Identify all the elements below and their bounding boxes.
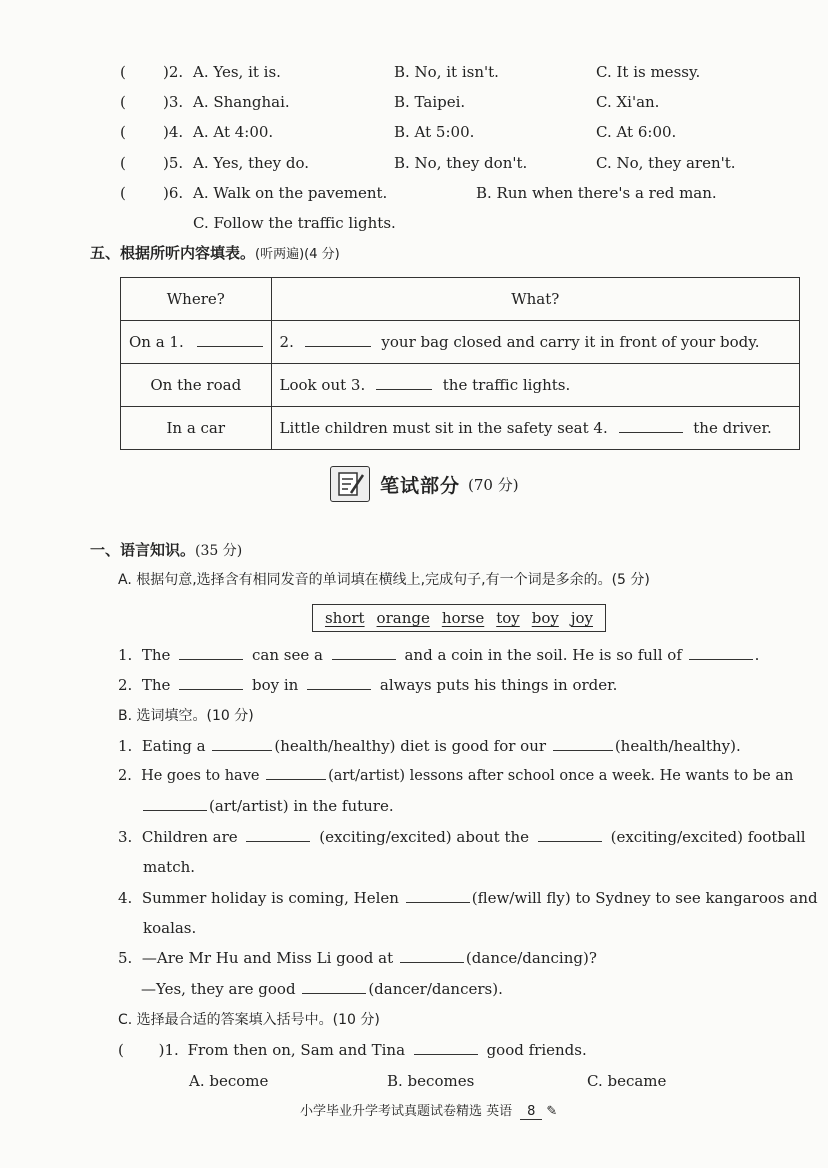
option-a: A. Shanghai. [193,93,290,111]
part-c-instruction: C. 选择最合适的答案填入括号中。(10 分) [118,1012,380,1028]
banner-title: 笔试部分 [380,474,461,497]
part-1-score: (35 分) [195,543,243,559]
part-c-question-1: ( )1. From then on, Sam and Tina good friends. [118,1041,587,1059]
what-cell: 2. your bag closed and carry it in front of your body. [271,321,799,364]
pencil-icon: ✎ [546,1104,558,1119]
part-b-question-2: 2. He goes to have (art/artist) lessons after school once a week. He wants to be an [118,768,794,784]
part-1-title: 一、语言知识。 [90,541,196,559]
answer-bracket[interactable]: ( [120,63,126,81]
where-cell: On the road [121,364,272,407]
option-b: B. Taipei. [394,93,466,111]
header-what: What? [271,278,799,321]
banner-score: (70 分) [468,475,519,494]
table-row [121,407,800,450]
part-1-heading [90,540,242,561]
option-a: A. Yes, they do. [193,154,310,172]
part-b-question-1: 1. Eating a (health/healthy) diet is good for our (health/healthy). [118,737,741,755]
option-a: A. At 4:00. [193,123,274,141]
answer-blank[interactable] [302,980,366,994]
question-number: )6. [163,184,184,202]
part-a-question-1: 1. The can see a and a coin in the soil. He is so full of . [118,646,760,664]
footer-text: 小学毕业升学考试真题试卷精选 英语 [300,1104,513,1119]
answer-blank[interactable] [414,1041,478,1055]
option-c: C. It is messy. [596,63,701,81]
part-b-question-2-cont: (art/artist) in the future. [143,796,394,816]
word-option: orange [376,609,430,627]
section-5-title: 五、根据所听内容填表。 [90,244,256,262]
page-footer [300,1100,557,1120]
page-number: 8 [520,1104,542,1120]
answer-blank[interactable] [179,676,243,690]
option-b: B. becomes [387,1072,475,1090]
answer-bracket[interactable]: ( [120,184,126,202]
word-option: toy [496,609,520,627]
answer-blank[interactable] [332,646,396,660]
table-row [121,364,800,407]
answer-blank[interactable] [689,646,753,660]
part-b-question-3-cont: match. [143,858,196,876]
answer-blank[interactable] [143,797,207,811]
answer-bracket[interactable]: ( [118,1041,124,1059]
part-b-instruction: B. 选词填空。(10 分) [118,708,254,724]
what-cell: Little children must sit in the safety seat 4. the driver. [271,407,799,450]
option-c: C. At 6:00. [596,123,677,141]
answer-blank[interactable] [246,828,310,842]
option-b: B. Run when there's a red man. [476,184,717,202]
answer-blank[interactable] [212,737,272,751]
option-b: B. No, they don't. [394,154,528,172]
part-b-question-4: 4. Summer holiday is coming, Helen (flew/will fly) to Sydney to see kangaroos and [118,889,818,907]
listening-table [120,277,800,450]
part-b-question-5-cont: —Yes, they are good (dancer/dancers). [141,980,503,998]
answer-blank-3[interactable] [376,376,432,390]
option-b: B. No, it isn't. [394,63,499,81]
pencil-paper-icon [330,466,370,502]
answer-bracket[interactable]: ( [120,93,126,111]
written-section-banner [330,466,555,502]
word-option: horse [441,609,485,627]
section-5-note: (听两遍)(4 分) [255,247,340,262]
question-number: )2. [163,63,184,81]
answer-blank[interactable] [307,676,371,690]
answer-blank-2[interactable] [305,333,371,347]
section-5-heading [90,243,340,265]
option-a: A. Yes, it is. [193,63,281,81]
question-number: )5. [163,154,184,172]
answer-blank[interactable] [406,889,470,903]
answer-blank[interactable] [179,646,243,660]
option-b: B. At 5:00. [394,123,475,141]
option-c: C. became [587,1072,667,1090]
answer-bracket[interactable]: ( [120,123,126,141]
question-number: )4. [163,123,184,141]
what-cell: Look out 3. the traffic lights. [271,364,799,407]
header-where: Where? [121,278,272,321]
table-row [121,321,800,364]
part-a-instruction: A. 根据句意,选择含有相同发音的单词填在横线上,完成句子,有一个词是多余的。(5 分) [118,572,650,588]
word-bank [312,604,606,632]
part-a-question-2: 2. The boy in always puts his things in order. [118,676,618,694]
answer-blank-1[interactable] [197,333,263,347]
word-option: joy [570,609,593,627]
table-header-row [121,278,800,321]
word-option: boy [531,609,559,627]
option-a: A. Walk on the pavement. [193,184,388,202]
answer-blank[interactable] [400,949,464,963]
word-option: short [324,609,365,627]
option-c: C. Follow the traffic lights. [193,214,396,232]
part-b-question-3: 3. Children are (exciting/excited) about the (exciting/excited) football [118,828,806,846]
answer-blank-4[interactable] [619,419,683,433]
part-b-question-5: 5. —Are Mr Hu and Miss Li good at (dance/dancing)? [118,949,597,967]
answer-blank[interactable] [538,828,602,842]
option-c: C. Xi'an. [596,93,660,111]
question-number: )3. [163,93,184,111]
answer-blank[interactable] [266,766,326,780]
option-a: A. become [189,1072,269,1090]
part-b-question-4-cont: koalas. [143,919,197,937]
where-cell: In a car [121,407,272,450]
answer-blank[interactable] [553,737,613,751]
option-c: C. No, they aren't. [596,154,736,172]
answer-bracket[interactable]: ( [120,154,126,172]
where-cell: On a 1. [121,321,272,364]
